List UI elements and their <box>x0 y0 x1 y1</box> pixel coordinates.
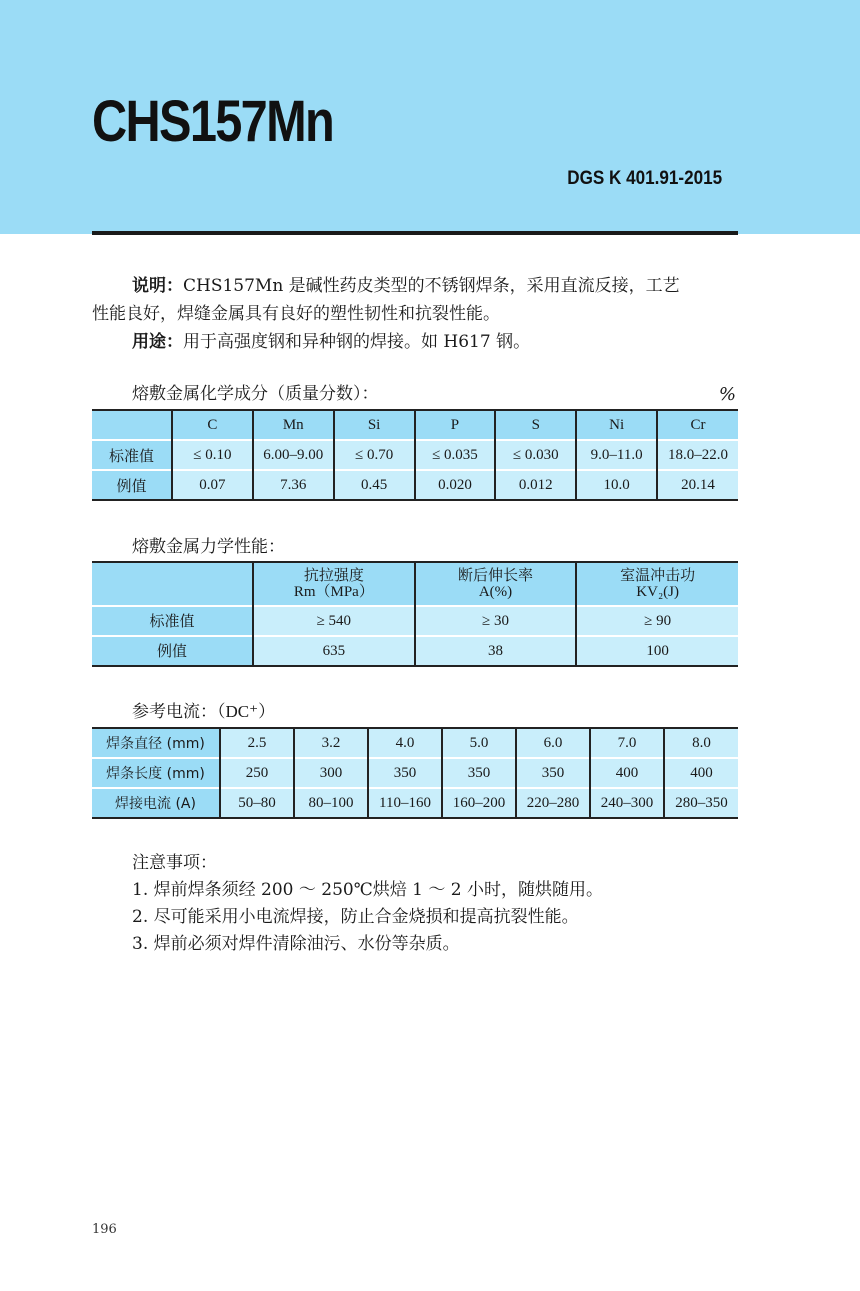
table-header-cell: S <box>495 410 576 440</box>
description <box>92 272 738 356</box>
table-cell: 110–160 <box>368 788 442 818</box>
table-row <box>92 788 738 818</box>
standard-code: DGS K 401.91-2015 <box>567 168 722 189</box>
note-item: 1. 焊前焊条须经 200 ～ 250℃烘焙 1 ～ 2 小时，随烘随用。 <box>132 880 603 900</box>
row-label: 例值 <box>92 470 172 500</box>
table-cell: 7.0 <box>590 728 664 758</box>
row-label: 标准值 <box>92 606 253 636</box>
header-divider <box>92 231 738 235</box>
table-cell: 38 <box>415 636 577 666</box>
table-cell: 0.012 <box>495 470 576 500</box>
table-cell: ≥ 90 <box>576 606 738 636</box>
table-cell: 400 <box>664 758 738 788</box>
note-item: 3. 焊前必须对焊件清除油污、水份等杂质。 <box>132 934 460 954</box>
header-banner <box>0 0 860 234</box>
table-row <box>92 728 738 758</box>
table-header-cell: Cr <box>657 410 738 440</box>
table-row <box>92 470 738 500</box>
current-heading <box>132 701 275 723</box>
table-header-cell: Si <box>334 410 415 440</box>
chemical-unit: % <box>718 384 736 405</box>
header-name: 断后伸长率 <box>457 566 533 584</box>
table-cell: 635 <box>253 636 415 666</box>
table-cell: 160–200 <box>442 788 516 818</box>
description-text-1: CHS157Mn 是碱性药皮类型的不锈钢焊条，采用直流反接，工艺 <box>183 276 680 296</box>
mechanical-heading: 熔敷金属力学性能： <box>132 537 285 557</box>
table-header-cell <box>92 562 253 606</box>
header-unit: Rm（MPa） <box>293 584 374 600</box>
table-cell: 5.0 <box>442 728 516 758</box>
usage-line <box>92 328 738 356</box>
current-heading-label: 参考电流： <box>132 702 217 722</box>
table-cell: 0.45 <box>334 470 415 500</box>
table-cell: 6.0 <box>516 728 590 758</box>
table-cell: 20.14 <box>657 470 738 500</box>
table-header-cell: Ni <box>576 410 657 440</box>
table-header-row <box>92 410 738 440</box>
table-header-cell <box>253 562 415 606</box>
note-item: 2. 尽可能采用小电流焊接，防止合金烧损和提高抗裂性能。 <box>132 907 579 927</box>
table-cell: 3.2 <box>294 728 368 758</box>
notes-section <box>132 850 603 958</box>
mechanical-properties-table <box>92 561 738 667</box>
table-cell: 10.0 <box>576 470 657 500</box>
description-label: 说明： <box>132 276 183 296</box>
table-cell: 400 <box>590 758 664 788</box>
table-cell: 80–100 <box>294 788 368 818</box>
description-line-2: 性能良好，焊缝金属具有良好的塑性韧性和抗裂性能。 <box>92 304 500 324</box>
table-row <box>92 636 738 666</box>
table-cell: ≤ 0.035 <box>415 440 496 470</box>
table-header-cell <box>576 562 738 606</box>
chemical-heading: 熔敷金属化学成分（质量分数）： <box>132 384 379 404</box>
table-header-cell: C <box>172 410 253 440</box>
product-title: CHS157Mn <box>92 89 334 154</box>
reference-current-table <box>92 727 738 819</box>
table-cell: 0.07 <box>172 470 253 500</box>
row-label: 焊接电流 (A) <box>92 788 220 818</box>
table-cell: 350 <box>442 758 516 788</box>
table-cell: 300 <box>294 758 368 788</box>
table-cell: ≤ 0.030 <box>495 440 576 470</box>
table-cell: 7.36 <box>253 470 334 500</box>
table-cell: ≥ 30 <box>415 606 577 636</box>
table-row <box>92 758 738 788</box>
usage-text: 用于高强度钢和异种钢的焊接。如 H617 钢。 <box>183 332 531 352</box>
chemical-composition-table <box>92 409 738 501</box>
table-header-cell: P <box>415 410 496 440</box>
table-cell: 220–280 <box>516 788 590 818</box>
table-cell: 8.0 <box>664 728 738 758</box>
row-label: 标准值 <box>92 440 172 470</box>
table-cell: 4.0 <box>368 728 442 758</box>
table-cell: 240–300 <box>590 788 664 818</box>
table-cell: 9.0–11.0 <box>576 440 657 470</box>
usage-label: 用途： <box>132 332 183 352</box>
table-row <box>92 606 738 636</box>
header-unit: A(%) <box>478 584 513 600</box>
table-row <box>92 440 738 470</box>
header-unit: KV₂(J) <box>636 584 680 600</box>
row-label: 焊条直径 (mm) <box>92 728 220 758</box>
table-cell: ≤ 0.70 <box>334 440 415 470</box>
table-header-row <box>92 562 738 606</box>
row-label: 焊条长度 (mm) <box>92 758 220 788</box>
table-cell: 2.5 <box>220 728 294 758</box>
table-cell: ≥ 540 <box>253 606 415 636</box>
table-cell: 6.00–9.00 <box>253 440 334 470</box>
table-cell: 250 <box>220 758 294 788</box>
notes-title: 注意事项： <box>132 853 217 873</box>
current-polarity: （DC⁺） <box>217 702 276 721</box>
table-cell: 280–350 <box>664 788 738 818</box>
table-cell: 18.0–22.0 <box>657 440 738 470</box>
table-cell: 350 <box>516 758 590 788</box>
description-line-1 <box>92 272 738 300</box>
header-name: 室温冲击功 <box>620 566 696 584</box>
table-cell: 0.020 <box>415 470 496 500</box>
table-header-cell <box>415 562 577 606</box>
page-number: 196 <box>92 1222 117 1237</box>
table-header-cell <box>92 410 172 440</box>
table-cell: ≤ 0.10 <box>172 440 253 470</box>
table-cell: 50–80 <box>220 788 294 818</box>
header-name: 抗拉强度 <box>303 566 364 584</box>
table-cell: 100 <box>576 636 738 666</box>
row-label: 例值 <box>92 636 253 666</box>
table-cell: 350 <box>368 758 442 788</box>
table-header-cell: Mn <box>253 410 334 440</box>
